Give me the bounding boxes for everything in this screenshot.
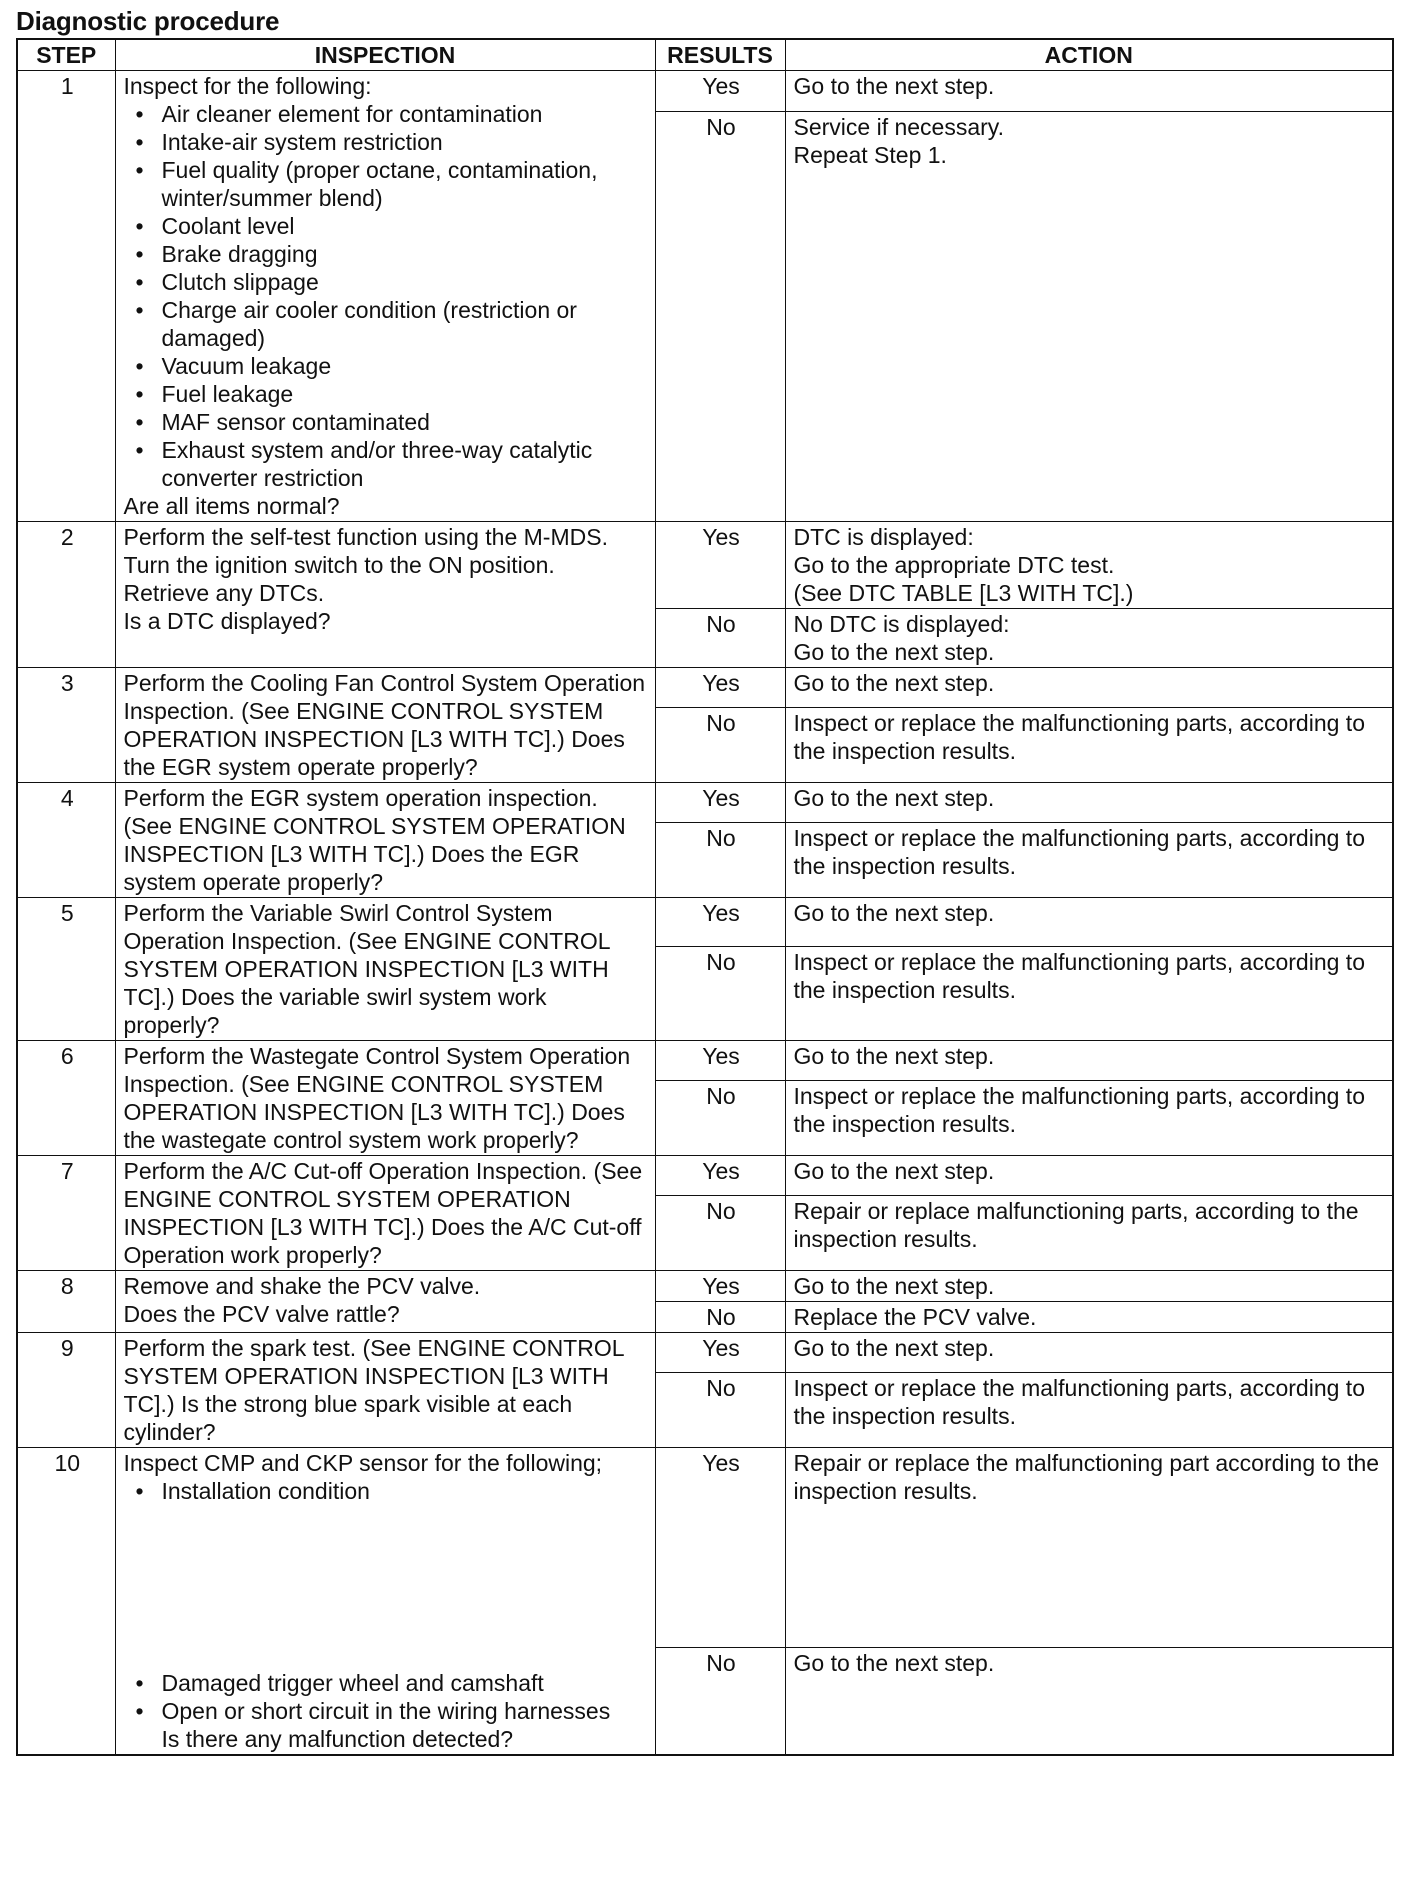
list-item: • Exhaust system and/or three-way catalytic converter restriction — [124, 436, 649, 492]
action-yes: Go to the next step. — [785, 1156, 1393, 1196]
inspection-cell — [115, 71, 655, 522]
inspection-cell — [115, 522, 655, 668]
action-line: DTC is displayed: — [793, 524, 974, 550]
result-yes: Yes — [655, 1333, 785, 1373]
action-line: (See DTC TABLE [L3 WITH TC].) — [793, 580, 1134, 606]
result-no: No — [655, 1080, 785, 1155]
blank-space — [124, 1505, 649, 1669]
result-yes: Yes — [655, 1041, 785, 1081]
result-no: No — [655, 707, 785, 782]
result-yes: Yes — [655, 71, 785, 112]
action-yes: Go to the next step. — [785, 668, 1393, 708]
action-no: Inspect or replace the malfunctioning parts, according to the inspection results. — [785, 947, 1393, 1041]
inspection-cell: Perform the Wastegate Control System Operation Inspection. (See ENGINE CONTROL SYSTEM OPERATION INSPECTION [L3 WITH TC].) Does the wastegate control system work properly? — [115, 1041, 655, 1156]
action-line: No DTC is displayed: — [793, 611, 1010, 637]
action-no: Repair or replace malfunctioning parts, according to the inspection results. — [785, 1195, 1393, 1270]
inspection-line: Retrieve any DTCs. — [123, 580, 325, 606]
table-row — [17, 1448, 1393, 1648]
action-line: Go to the next step. — [793, 639, 995, 665]
action-no: Replace the PCV valve. — [785, 1302, 1393, 1333]
inspection-question: Is a DTC displayed? — [123, 608, 331, 634]
result-no: No — [655, 822, 785, 897]
table-row — [17, 783, 1393, 823]
result-no: No — [655, 1302, 785, 1333]
result-no: No — [655, 1372, 785, 1447]
result-yes: Yes — [655, 1156, 785, 1196]
inspection-intro: Inspect for the following: — [123, 73, 372, 99]
inspection-line: Remove and shake the PCV valve. — [123, 1273, 481, 1299]
result-yes: Yes — [655, 1271, 785, 1302]
inspection-checklist — [124, 1477, 649, 1505]
action-line: Repeat Step 1. — [793, 142, 947, 168]
list-item: • Coolant level — [124, 212, 649, 240]
action-yes: Go to the next step. — [785, 71, 1393, 112]
result-yes: Yes — [655, 898, 785, 947]
action-no: Inspect or replace the malfunctioning parts, according to the inspection results. — [785, 1080, 1393, 1155]
inspection-line: Perform the self-test function using the M-MDS. — [123, 524, 608, 550]
result-no: No — [655, 609, 785, 668]
table-row — [17, 668, 1393, 708]
action-line: Go to the appropriate DTC test. — [793, 552, 1115, 578]
page-title: Diagnostic procedure — [16, 6, 280, 36]
result-yes: Yes — [655, 522, 785, 609]
header-inspection: INSPECTION — [115, 39, 655, 71]
action-no — [785, 609, 1393, 668]
action-yes: Go to the next step. — [785, 898, 1393, 947]
step-number: 10 — [17, 1448, 115, 1756]
step-number: 6 — [17, 1041, 115, 1156]
inspection-cell: Perform the A/C Cut-off Operation Inspection. (See ENGINE CONTROL SYSTEM OPERATION INSPECTION [L3 WITH TC].) Does the A/C Cut-off Operation work properly? — [115, 1156, 655, 1271]
step-number: 9 — [17, 1333, 115, 1448]
step-number: 8 — [17, 1271, 115, 1333]
result-no: No — [655, 1195, 785, 1270]
table-row — [17, 522, 1393, 609]
action-yes: Go to the next step. — [785, 1333, 1393, 1373]
table-row — [17, 1041, 1393, 1081]
inspection-checklist — [124, 100, 649, 492]
result-no: No — [655, 1648, 785, 1755]
table-row — [17, 1156, 1393, 1196]
header-step: STEP — [17, 39, 115, 71]
list-item: • Charge air cooler condition (restriction or damaged) — [124, 296, 649, 352]
list-item: • MAF sensor contaminated — [124, 408, 649, 436]
diagnostic-table — [16, 38, 1394, 1756]
step-number: 1 — [17, 71, 115, 522]
action-no: Inspect or replace the malfunctioning parts, according to the inspection results. — [785, 707, 1393, 782]
header-results: RESULTS — [655, 39, 785, 71]
result-no: No — [655, 112, 785, 522]
table-row — [17, 1271, 1393, 1302]
table-header-row — [17, 39, 1393, 71]
inspection-checklist — [124, 1669, 649, 1725]
inspection-line: Turn the ignition switch to the ON position. — [123, 552, 555, 578]
document-page — [16, 6, 1392, 1756]
inspection-cell — [115, 1448, 655, 1756]
list-item: • Open or short circuit in the wiring harnesses — [124, 1697, 649, 1725]
step-number: 7 — [17, 1156, 115, 1271]
list-item: • Fuel quality (proper octane, contamination, winter/summer blend) — [124, 156, 649, 212]
inspection-cell: Perform the Variable Swirl Control System Operation Inspection. (See ENGINE CONTROL SYSTEM OPERATION INSPECTION [L3 WITH TC].) Does the variable swirl system work properly? — [115, 898, 655, 1041]
list-item: • Damaged trigger wheel and camshaft — [124, 1669, 649, 1697]
action-yes: Go to the next step. — [785, 1271, 1393, 1302]
action-no: Inspect or replace the malfunctioning parts, according to the inspection results. — [785, 822, 1393, 897]
inspection-question: Is there any malfunction detected? — [161, 1726, 514, 1752]
inspection-cell: Perform the Cooling Fan Control System Operation Inspection. (See ENGINE CONTROL SYSTEM OPERATION INSPECTION [L3 WITH TC].) Does the EGR system operate properly? — [115, 668, 655, 783]
list-item: • Air cleaner element for contamination — [124, 100, 649, 128]
list-item: • Clutch slippage — [124, 268, 649, 296]
header-action: ACTION — [785, 39, 1393, 71]
action-no — [785, 112, 1393, 522]
action-no: Go to the next step. — [785, 1648, 1393, 1755]
result-yes: Yes — [655, 1448, 785, 1648]
list-item: • Installation condition — [124, 1477, 649, 1505]
step-number: 4 — [17, 783, 115, 898]
inspection-cell: Perform the EGR system operation inspection. (See ENGINE CONTROL SYSTEM OPERATION INSPECTION [L3 WITH TC].) Does the EGR system operate properly? — [115, 783, 655, 898]
list-item: • Intake-air system restriction — [124, 128, 649, 156]
inspection-cell: Perform the spark test. (See ENGINE CONTROL SYSTEM OPERATION INSPECTION [L3 WITH TC].) Is the strong blue spark visible at each cylinder? — [115, 1333, 655, 1448]
action-line: Service if necessary. — [793, 114, 1004, 140]
list-item: • Vacuum leakage — [124, 352, 649, 380]
inspection-intro: Inspect CMP and CKP sensor for the following; — [123, 1450, 603, 1476]
action-yes: Go to the next step. — [785, 783, 1393, 823]
result-no: No — [655, 947, 785, 1041]
inspection-question: Are all items normal? — [123, 493, 340, 519]
result-yes: Yes — [655, 668, 785, 708]
table-row — [17, 1333, 1393, 1373]
table-row — [17, 71, 1393, 112]
action-no: Inspect or replace the malfunctioning parts, according to the inspection results. — [785, 1372, 1393, 1447]
result-yes: Yes — [655, 783, 785, 823]
step-number: 5 — [17, 898, 115, 1041]
list-item: • Brake dragging — [124, 240, 649, 268]
table-row — [17, 898, 1393, 947]
step-number: 2 — [17, 522, 115, 668]
inspection-question: Does the PCV valve rattle? — [123, 1301, 400, 1327]
list-item: • Fuel leakage — [124, 380, 649, 408]
action-yes: Go to the next step. — [785, 1041, 1393, 1081]
action-yes: Repair or replace the malfunctioning part according to the inspection results. — [785, 1448, 1393, 1648]
step-number: 3 — [17, 668, 115, 783]
action-yes — [785, 522, 1393, 609]
inspection-cell — [115, 1271, 655, 1333]
